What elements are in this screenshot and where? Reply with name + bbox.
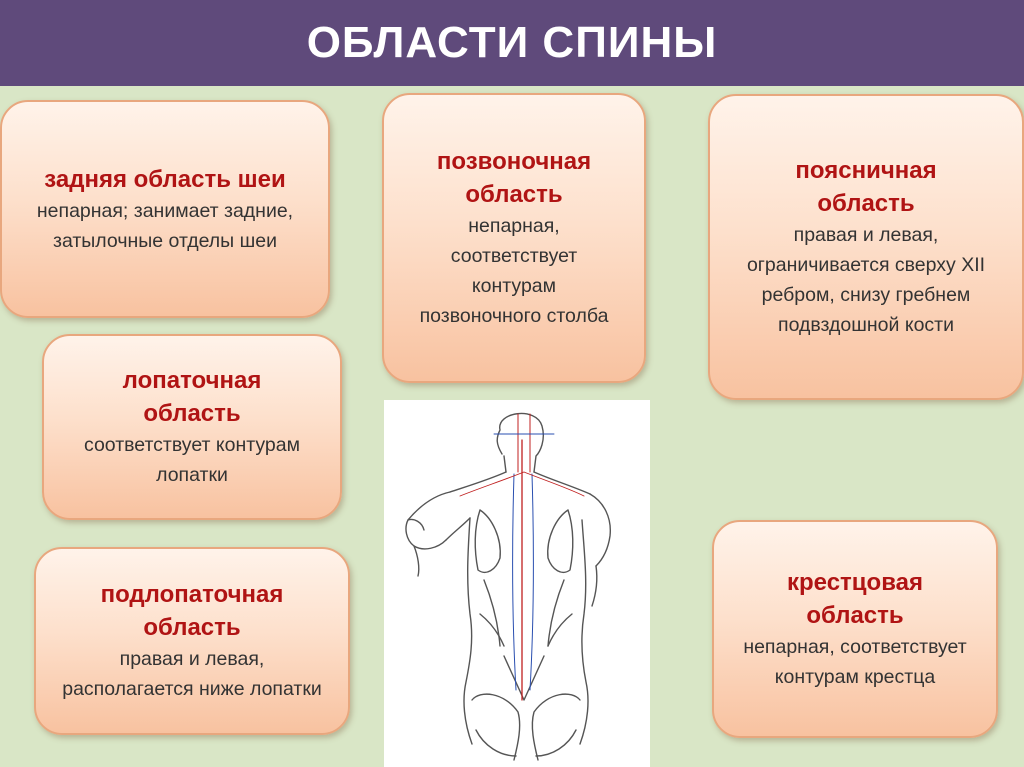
card-title: задняя область шеи — [44, 165, 286, 193]
card-description: непарная; занимает задние, затылочные отделы шеи — [36, 199, 294, 252]
card-title: крестцовая область — [786, 569, 923, 629]
header-bar — [0, 0, 1024, 86]
back-anatomy-illustration — [384, 400, 650, 767]
card-title: позвоночная область — [436, 148, 592, 208]
card-vertebral-region — [382, 93, 646, 383]
card-title: поясничная область — [795, 157, 937, 217]
card-subscapular-region — [34, 547, 350, 735]
card-neck-region — [0, 100, 330, 318]
card-sacral-region — [712, 520, 998, 738]
card-lumbar-region — [708, 94, 1024, 400]
card-description: соответствует контурам лопатки — [83, 434, 301, 486]
card-title: лопаточная область — [122, 367, 262, 427]
card-scapular-region — [42, 334, 342, 520]
card-description: непарная, соответствует контурам позвоночного столба — [419, 215, 609, 327]
card-title: подлопаточная область — [100, 581, 284, 641]
page-title: ОБЛАСТИ СПИНЫ — [306, 18, 718, 67]
card-description: правая и левая, ограничивается сверху XII ребром, снизу гребнем подвздошной кости — [746, 224, 986, 336]
card-description: непарная, соответствует контурам крестца — [743, 636, 967, 688]
card-description: правая и левая, располагается ниже лопатки — [62, 648, 322, 700]
